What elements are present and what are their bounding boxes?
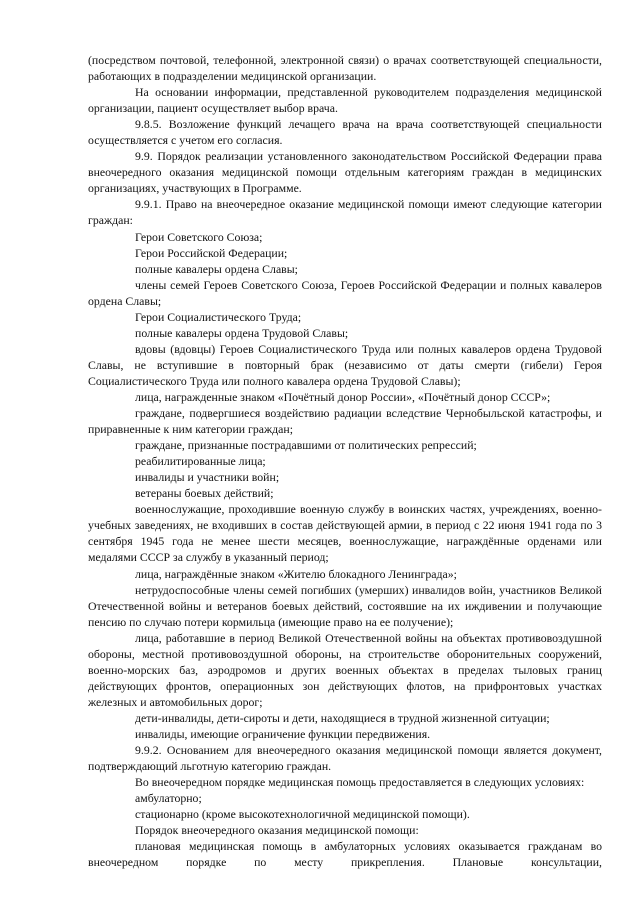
list-item: амбулаторно; xyxy=(135,791,202,806)
paragraph: 9.9.1. Право на внеочередное оказание медицинской помощи имеют следующие категории граждан: xyxy=(88,197,602,228)
list-item: ветераны боевых действий; xyxy=(135,486,274,501)
list-item: вдовы (вдовцы) Героев Социалистического Труда или полных кавалеров ордена Трудовой Славы, не вступившие в повторный брак (независимо от даты смерти (гибели) Героя Социалистического Труда или полного кавалера ордена Трудовой Славы); xyxy=(88,341,602,388)
paragraph: Во внеочередном порядке медицинская помощь предоставляется в следующих условиях: xyxy=(135,775,585,790)
list-item: инвалиды и участники войн; xyxy=(135,470,280,485)
list-item: Герои Российской Федерации; xyxy=(135,245,288,260)
paragraph: 9.8.5. Возложение функций лечащего врача на врача соответствующей специальности осуществляется с учетом его согласия. xyxy=(88,117,602,148)
list-item: дети-инвалиды, дети-сироты и дети, находящиеся в трудной жизненной ситуации; xyxy=(135,710,550,725)
document-body xyxy=(88,52,602,870)
list-item: полные кавалеры ордена Трудовой Славы; xyxy=(135,325,349,340)
list-item: граждане, признанные пострадавшими от политических репрессий; xyxy=(135,438,477,453)
paragraph: 9.9.2. Основанием для внеочередного оказания медицинской помощи является документ, подтверждающий льготную категорию граждан. xyxy=(88,743,602,774)
list-item: Герои Советского Союза; xyxy=(135,229,263,244)
list-item: лица, работавшие в период Великой Отечественной войны на объектах противовоздушной обороны, местной противовоздушной обороны, на строительстве оборонительных сооружений, военно-морских баз, аэродромов и других военных объектах в пределах тыловых границ действующих фронтов, операционных зон действующих флотов, на прифронтовых участках железных и автомобильных дорог; xyxy=(88,630,602,709)
list-item: инвалиды, имеющие ограничение функции передвижения. xyxy=(135,726,431,741)
list-item: члены семей Героев Советского Союза, Героев Российской Федерации и полных кавалеров ордена Славы; xyxy=(88,277,602,308)
paragraph: На основании информации, представленной руководителем подразделения медицинской организации, пациент осуществляет выбор врача. xyxy=(88,85,602,116)
list-item: военнослужащие, проходившие военную службу в воинских частях, учреждениях, военно-учебных заведениях, не входивших в состав действующей армии, в период с 22 июня 1941 года по 3 сентября 1945 года не менее шести месяцев, военнослужащие, награждённые орденами или медалями СССР за службу в указанный период; xyxy=(88,502,602,565)
list-item: лица, награжденные знаком «Почётный донор России», «Почётный донор СССР»; xyxy=(135,389,551,404)
paragraph: Порядок внеочередного оказания медицинской помощи: xyxy=(135,823,419,838)
list-item: реабилитированные лица; xyxy=(135,454,266,469)
list-item: нетрудоспособные члены семей погибших (умерших) инвалидов войн, участников Великой Отечественной войны и ветеранов боевых действий, состоявшие на их иждивении и получающие пенсию по случаю потери кормильца (имеющие право на ее получение); xyxy=(88,582,602,629)
list-item: граждане, подвергшиеся воздействию радиации вследствие Чернобыльской катастрофы, и приравненные к ним категории граждан; xyxy=(88,406,602,437)
list-item: лица, награждённые знаком «Жителю блокадного Ленинграда»; xyxy=(135,566,457,581)
paragraph: плановая медицинская помощь в амбулаторных условиях оказывается гражданам во внеочередном порядке по месту прикрепления. Плановые консультации, xyxy=(88,839,602,870)
paragraph-continuation: (посредством почтовой, телефонной, электронной связи) о врачах соответствующей специальности, работающих в подразделении медицинской организации. xyxy=(88,53,602,84)
list-item: Герои Социалистического Труда; xyxy=(135,309,302,324)
list-item: стационарно (кроме высокотехнологичной медицинской помощи). xyxy=(135,807,470,822)
paragraph: 9.9. Порядок реализации установленного законодательством Российской Федерации права внеочередного оказания медицинской помощи отдельным категориям граждан в медицинских организациях, участвующих в Программе. xyxy=(88,149,602,196)
list-item: полные кавалеры ордена Славы; xyxy=(135,261,298,276)
